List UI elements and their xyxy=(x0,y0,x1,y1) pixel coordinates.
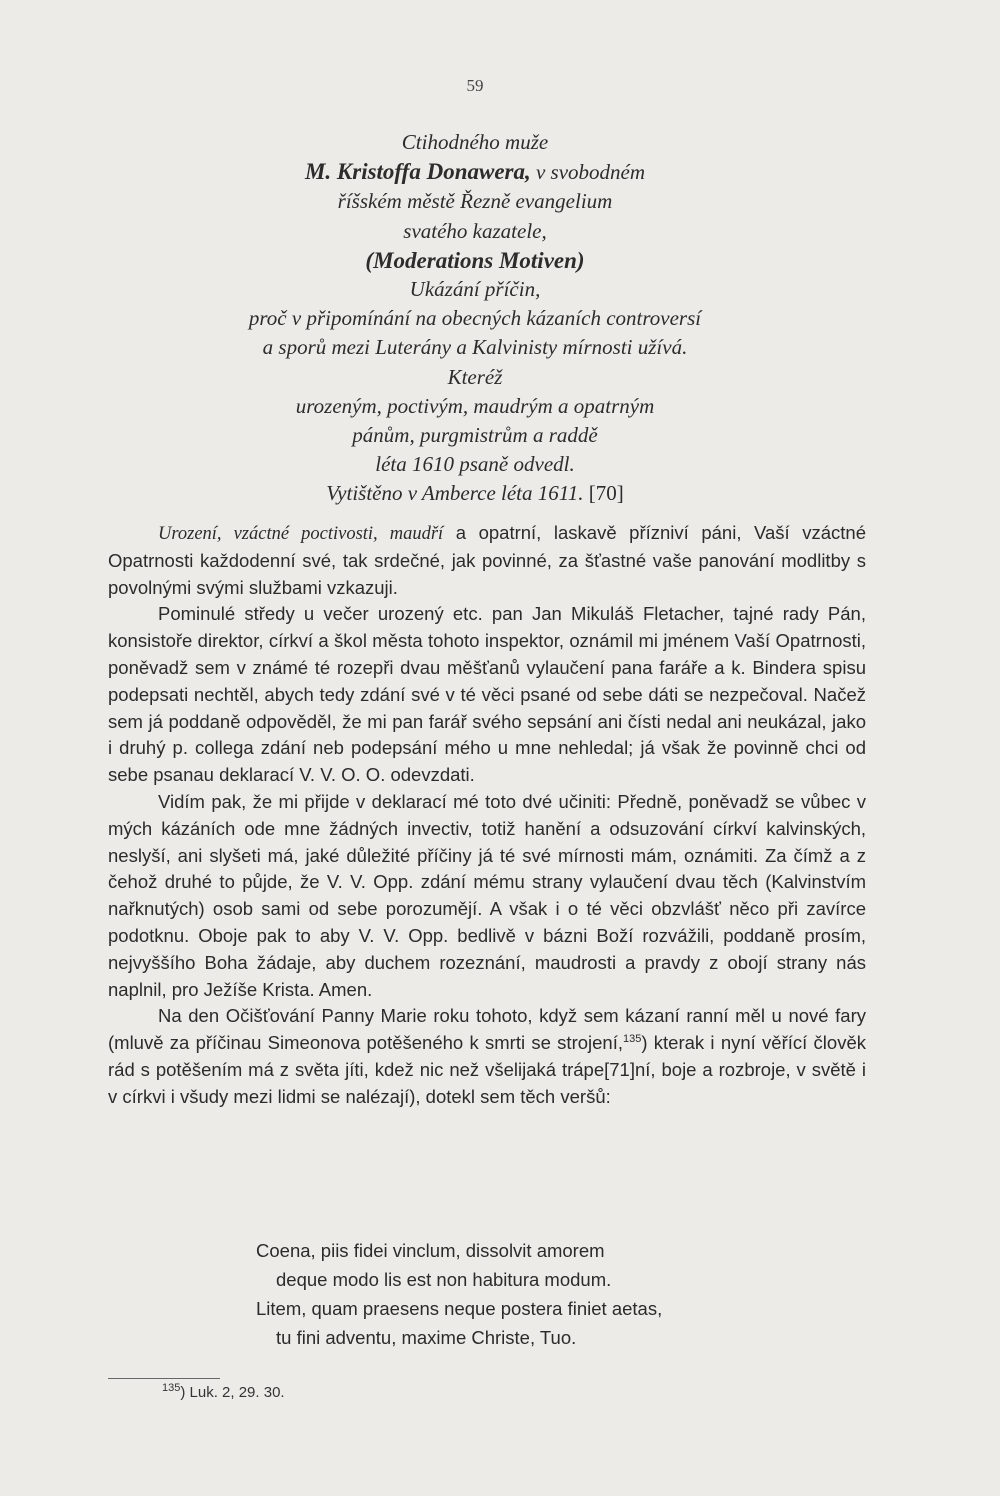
paragraph: Pominulé středy u večer urozený etc. pan Jan Mikuláš Fletacher, tajné rady Pán, konsistoře direktor, církví a škol města tohoto inspektor, oznámil mi jménem Vaší Opatrnosti, poněvadž sem v známé té rozepři dvau měšťanů vylaučení pana faráře a k. Bindera spisu podepsati nechtěl, abych tedy zdání své v té věci psané od sebe dáti se nezpečoval. Načež sem já poddaně odpověděl, že mi pan farář svého sepsání ani čísti nedal ani neukázal, jako i druhý p. collega zdání neb podepsání mého u mne nehledal; já však že povinně chci od sebe psanau deklarací V. V. O. O. odevzdati. xyxy=(108,603,866,786)
title-line: pánům, purgmistrům a raddě xyxy=(352,423,598,448)
salutation: Urození, vzáctné poctivosti, maudří xyxy=(158,524,444,544)
title-line-part: v svobodném xyxy=(530,160,646,185)
title-line-german: (Moderations Motiven) xyxy=(365,247,585,273)
page-marker: [70] xyxy=(583,481,624,506)
title-line: Ctihodného muže xyxy=(401,130,549,154)
poem-verse: Coena, piis fidei vinclum, dissolvit amorem xyxy=(256,1240,605,1261)
title-line xyxy=(150,157,800,187)
paragraph-text: a opatrní, laskavě přízniví páni, Vaší vzáctné Opatrnosti každodenní své, tak srdečné, jak povinné, za šťastné vaše panování modlitby s povolnými svými službami vzkazuji. xyxy=(108,522,866,598)
title-line: a sporů mezi Luterány a Kalvinisty mírnosti užívá. xyxy=(262,335,688,360)
poem-verse: deque modo lis est non habitura modum. xyxy=(276,1269,612,1290)
footnote-divider xyxy=(108,1378,220,1379)
page-number: 59 xyxy=(466,76,484,95)
footnote-reference: 135 xyxy=(622,1032,642,1045)
poem-verse: Litem, quam praesens neque postera finiet aetas, xyxy=(256,1298,663,1319)
title-line: urozeným, poctivým, maudrým a opatrným xyxy=(295,393,655,418)
imprint: Vytištěno v Amberce léta 1611. xyxy=(326,481,584,506)
title-block xyxy=(150,128,800,509)
title-line: Ukázání příčin, xyxy=(409,277,541,302)
title-line: Kteréž xyxy=(447,364,503,389)
title-line: proč v připomínání na obecných kázaních controversí xyxy=(248,306,702,331)
footnote-text: ) Luk. 2, 29. 30. xyxy=(180,1384,285,1401)
paragraph-text: Na den Očišťování Panny Marie roku tohoto, když sem kázaní ranní měl u nové fary (mluvě za příčinau Simeonova potěšeného k smrti se strojení, xyxy=(108,1005,866,1054)
title-line: říšském městě Řezně evangelium xyxy=(337,189,613,214)
author-name: M. Kristoffa Donawera, xyxy=(304,159,531,185)
paragraph: Vidím pak, že mi přijde v deklarací mé toto dvé učiniti: Předně, poněvadž se vůbec v mých kázáních ode mne žádných invectiv, totiž hanění a odsuzování církví kalvinských, neslyší, ani slyšeti má, jaké důležité příčiny já té své mírnosti mám, oznámiti. Za čímž a z čehož druhé to půjde, že V. V. Opp. zdání mému strany vylaučení dvau těch (Kalvinstvím nařknutých) osob sami od sebe porozumějí. A však i o té věci obzvlášť něco při zavírce podotknu. Oboje pak to aby V. V. Opp. bedlivě v bázni Boží rozvážili, poddaně prosím, nejvyššího Boha žádaje, aby duchem rozeznání, maudrosti a pravdy z obojí strany nás naplnil, pro Ježíše Krista. Amen. xyxy=(108,790,866,1000)
paragraph xyxy=(108,520,866,601)
body-text xyxy=(108,520,866,1111)
title-line xyxy=(150,479,800,508)
title-line: léta 1610 psaně odvedl. xyxy=(375,452,575,477)
footnote xyxy=(162,1384,285,1401)
title-line: svatého kazatele, xyxy=(403,218,547,243)
poem-verse: tu fini adventu, maxime Christe, Tuo. xyxy=(276,1327,577,1348)
paragraph xyxy=(108,1003,866,1110)
footnote-number: 135 xyxy=(162,1382,181,1394)
latin-poem xyxy=(256,1236,662,1352)
paragraph-text: ) kterak i nyní věřící člověk rád s potěšením má z světa jíti, kdež nic než všelijaká trápe[71]ní, boje a rozbroje, v světě i v církvi i všudy mezi lidmi se nalézají), dotekl sem těch veršů: xyxy=(108,1032,866,1107)
